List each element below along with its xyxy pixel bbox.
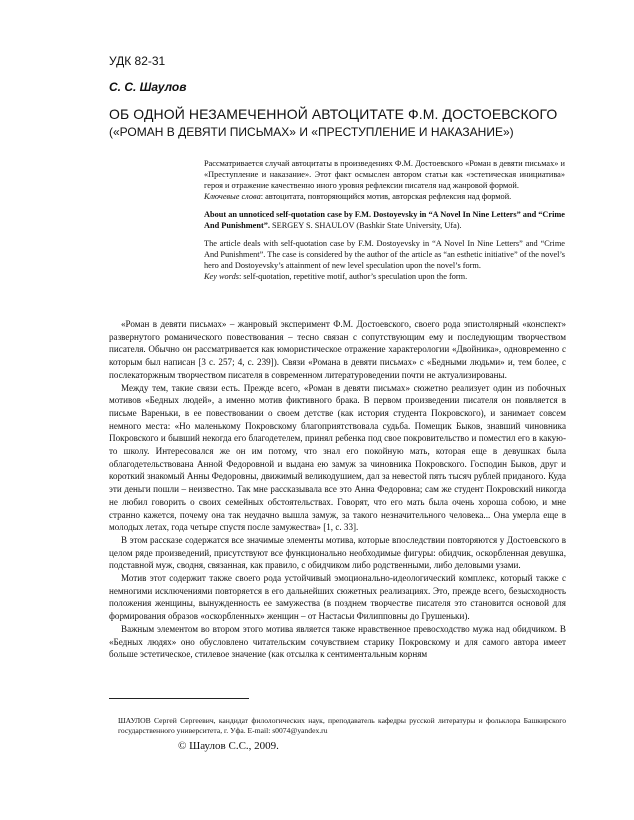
keywords-ru-text: : автоцитата, повторяющийся мотив, авторская рефлексия над формой. bbox=[260, 192, 512, 202]
author-name: С. С. Шаулов bbox=[109, 80, 187, 94]
keywords-en-label: Key words bbox=[204, 271, 239, 281]
body-paragraph: «Роман в девяти письмах» – жанровый эксперимент Ф.М. Достоевского, своего рода эпистолярный «конспект» развернутого романического повествования – тесно связан с сопутствующим ему и последующим творчеством писателя. Обычно он рассматривается как юмористическое отражение характерологии «Двойника», одновременно с которым был написан [3 с. 257; 4, с. 239]). Связи «Романа в девяти письмах» с «Бедными людьми» и, тем более, с послекаторжным творчеством писателя в современном литературоведении почти не актуализированы. bbox=[109, 319, 566, 380]
body-paragraph: Важным элементом во втором этого мотива является также нравственное превосходство мужа над обидчиком. В «Бедных людях» оно обусловлено читательским сочувствием старику Покровскому и для самого автора имеет больше эстетическое, стилевое значение (как отсылка к сентиментальным корням bbox=[109, 623, 566, 660]
article-body bbox=[109, 318, 566, 661]
udc-code: УДК 82-31 bbox=[109, 54, 166, 68]
keywords-ru bbox=[204, 191, 565, 202]
abstract-ru-text: Рассматривается случай автоцитаты в произведениях Ф.М. Достоевского «Роман в девяти письмах» и «Преступление и наказание». Этот факт осмыслен автором статьи как «эстетическая инициатива» героя и отражение качественно иного уровня рефлексии писателя над жанровой формой. bbox=[204, 159, 565, 191]
footnote-divider bbox=[109, 698, 249, 699]
keywords-en-text: : self-quotation, repetitive motif, author’s speculation upon the form. bbox=[238, 271, 468, 281]
article-title: ОБ ОДНОЙ НЕЗАМЕЧЕННОЙ АВТОЦИТАТЕ Ф.М. ДОСТОЕВСКОГО bbox=[109, 106, 558, 122]
keywords-en bbox=[204, 271, 565, 282]
body-paragraph: В этом рассказе содержатся все значимые элементы мотива, которые впоследствии повторяются у Достоевского в целом ряде произведений, присутствуют все функционально необходимые фигуры: обидчик, оскорбленная девушка, подставной муж, сводня, связанная, как правило, с обидчиком либо родственными, либо деловыми узами. bbox=[109, 534, 566, 571]
abstract-ru bbox=[204, 158, 565, 191]
body-paragraph: Между тем, такие связи есть. Прежде всего, «Роман в девяти письмах» сюжетно реализует один из побочных мотивов «Бедных людей», а именно мотив фиктивного брака. В первом произведении писателя он появляется в письме Вареньки, в ее повествовании о своем детстве (как история студента Покровского), и занимает совсем немного места: «Но маленькому Покровскому благоприятствовала судьба. Помещик Быков, знавший чиновника Покровского и бывший некогда его благодетелем, принял ребенка под свое покровительство и поместил его в какую-то школу. Интересовался же он им потому, что знал его покойную мать, которая еще в девушках была облагодетельствована Анной Федоровной и выдана ею замуж за чиновника Покровского. Господин Быков, друг и короткий знакомый Анны Федоровны, движимый великодушием, дал за невестой пять тысяч рублей приданого. Куда эти деньги пошли – неизвестно. Так мне рассказывала все это Анна Федоровна; сам же студент Покровский никогда не любил говорить о своих семейных обстоятельствах. Говорят, что его мать была очень хороша собою, и мне странно кажется, почему она так неудачно вышла замуж, за такого незначительного человека... Она умерла еще в молодых летах, года четыре спустя после замужества» [1, с. 33]. bbox=[109, 382, 566, 533]
english-title: About an unnoticed self-quotation case by F.M. Dostoyevsky in “A Novel In Nine Letters” and “Crime And Punishment”. bbox=[204, 210, 565, 231]
english-author: SERGEY S. SHAULOV (Bashkir State University, Ufa). bbox=[269, 221, 462, 231]
abstract-en-text: The article deals with self-quotation case by F.M. Dostoyevsky in “A Novel In Nine Letters” and “Crime And Punishment”. The case is considered by the author of the article as “an esthetic initiative” of the novel’s hero and Dostoyevsky’s attainment of new level speculation upon the novel’s form. bbox=[204, 238, 565, 270]
english-heading bbox=[204, 209, 565, 231]
copyright-line: © Шаулов С.С., 2009. bbox=[178, 740, 279, 752]
body-paragraph: Мотив этот содержит также своего рода устойчивый эмоционально-идеологический комплекс, который также с немногими исключениями повторяется в его дальнейших сюжетных реализациях. Это, прежде всего, безысходность положения женщины, вынужденность ее замужества (в позднем творчестве писателя это становится основой для формирования образов «оскорбленных» женщин – от Настасьи Филипповны до Грушеньки). bbox=[109, 573, 566, 622]
keywords-ru-label: Ключевые слова bbox=[204, 192, 261, 202]
author-footnote: ШАУЛОВ Сергей Сергеевич, кандидат филологических наук, преподаватель кафедры русской литературы и фольклора Башкирского государственного университета, г. Уфа. E-mail: s0074@yandex.ru bbox=[118, 716, 566, 735]
abstract-en bbox=[204, 238, 565, 271]
abstract-block bbox=[204, 158, 565, 282]
article-subtitle: («РОМАН В ДЕВЯТИ ПИСЬМАХ» И «ПРЕСТУПЛЕНИЕ И НАКАЗАНИЕ») bbox=[109, 125, 514, 139]
